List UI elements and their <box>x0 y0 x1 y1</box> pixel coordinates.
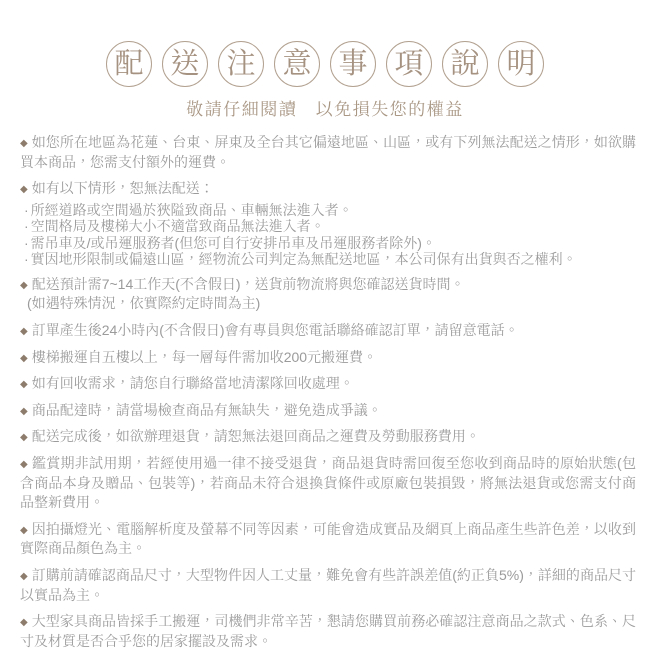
notice-sub-item-text: 所經道路或空間過於狹隘致商品、車輛無法進入者。 <box>30 201 353 218</box>
diamond-bullet-icon: ◆ <box>20 138 28 149</box>
notice-note: (如遇特殊情況，依實際約定時間為主) <box>27 295 261 312</box>
notice-item <box>15 275 636 314</box>
title-circle-char: 注 <box>218 41 264 87</box>
diamond-bullet-icon: ◆ <box>20 279 28 291</box>
page-subtitle: 敬請仔細閱讀 以免損失您的權益 <box>186 100 464 119</box>
notice-sub-item <box>24 235 636 252</box>
notice-sub-items <box>24 202 636 268</box>
title-circle-char: 明 <box>498 41 544 87</box>
diamond-bullet-icon: ◆ <box>20 352 28 364</box>
notice-text: 如您所在地區為花蓮、台東、屏東及全台其它偏遠地區、山區，或有下列無法配送之情形，如欲購買本商品，您需支付額外的運費。 <box>20 134 636 170</box>
notice-text: 訂單產生後24小時內(不含假日)會有專員與您電話聯絡確認訂單，請留意電話。 <box>31 322 519 339</box>
notice-item <box>15 566 636 605</box>
diamond-bullet-icon: ◆ <box>20 617 28 629</box>
dot-bullet-icon: · <box>24 251 29 268</box>
notice-item <box>15 321 636 341</box>
notice-sub-item-text: 實因地形限制或偏遠山區，經物流公司判定為無配送地區，本公司保有出貨與否之權利。 <box>30 251 577 268</box>
notice-item <box>15 179 636 268</box>
notice-item <box>15 401 636 421</box>
diamond-bullet-icon: ◆ <box>20 570 28 582</box>
notice-item <box>15 133 636 172</box>
diamond-bullet-icon: ◆ <box>20 326 28 338</box>
notice-list <box>15 133 636 651</box>
notice-text: 商品配達時，請當場檢查商品有無缺失，避免造成爭議。 <box>31 401 382 418</box>
notice-sub-item-text: 需吊車及/或吊運服務者(但您可自行安排吊車及吊運服務者除外)。 <box>30 234 436 251</box>
page-title <box>0 41 650 87</box>
title-circle-char: 配 <box>106 41 152 87</box>
notice-text: 配送預計需7~14工作天(不含假日)，送貨前物流將與您確認送貨時間。 <box>31 275 465 292</box>
title-circle-char: 意 <box>274 41 320 87</box>
notice-text: 樓梯搬運自五樓以上，每一層每件需加收200元搬運費。 <box>31 348 378 365</box>
diamond-bullet-icon: ◆ <box>20 459 28 470</box>
notice-text: 如有回收需求，請您自行聯絡當地清潔隊回收處理。 <box>31 375 354 392</box>
notice-sub-item <box>24 218 636 235</box>
dot-bullet-icon: · <box>24 218 29 235</box>
notice-item <box>15 427 636 447</box>
notice-item <box>15 612 636 651</box>
notice-item <box>15 454 636 513</box>
notice-item <box>15 348 636 368</box>
notice-sub-item <box>24 251 636 268</box>
notice-text: 鑑賞期非試用期，若經使用過一律不接受退貨，商品退貨時需回復至您收到商品時的原始狀態(包含商品本身及贈品、包裝等)，若商品未符合退換貨條件或原廠包裝損毀，將無法退貨或您需支付商品整新費用。 <box>20 455 636 511</box>
dot-bullet-icon: · <box>24 234 29 251</box>
notice-item <box>15 374 636 394</box>
notice-text: 因拍攝燈光、電腦解析度及螢幕不同等因素，可能會造成實品及網頁上商品產生些許色差，以收到實際商品顏色為主。 <box>20 520 636 557</box>
notice-sub-item <box>24 202 636 219</box>
notice-sub-item-text: 空間格局及樓梯大小不適當致商品無法進入者。 <box>30 218 325 235</box>
notice-text: 訂購前請確認商品尺寸，大型物件因人工丈量，難免會有些許誤差值(約正負5%)，詳細的商品尺寸以實品為主。 <box>20 566 636 603</box>
diamond-bullet-icon: ◆ <box>20 524 28 536</box>
notice-text: 如有以下情形，恕無法配送： <box>31 180 214 197</box>
notice-text: 大型家具商品皆採手工搬運，司機們非常辛苦，懇請您購買前務必確認注意商品之款式、色系、尺寸及材質是否合乎您的居家擺設及需求。 <box>20 613 636 649</box>
diamond-bullet-icon: ◆ <box>20 405 28 417</box>
dot-bullet-icon: · <box>24 201 29 218</box>
diamond-bullet-icon: ◆ <box>20 379 28 391</box>
title-circle-char: 事 <box>330 41 376 87</box>
diamond-bullet-icon: ◆ <box>20 432 28 444</box>
title-circle-char: 送 <box>162 41 208 87</box>
notice-text: 配送完成後，如欲辦理退貨，請恕無法退回商品之運費及勞動服務費用。 <box>31 428 480 445</box>
title-circle-char: 說 <box>442 41 488 87</box>
diamond-bullet-icon: ◆ <box>20 184 28 196</box>
notice-item <box>15 520 636 559</box>
title-circle-char: 項 <box>386 41 432 87</box>
